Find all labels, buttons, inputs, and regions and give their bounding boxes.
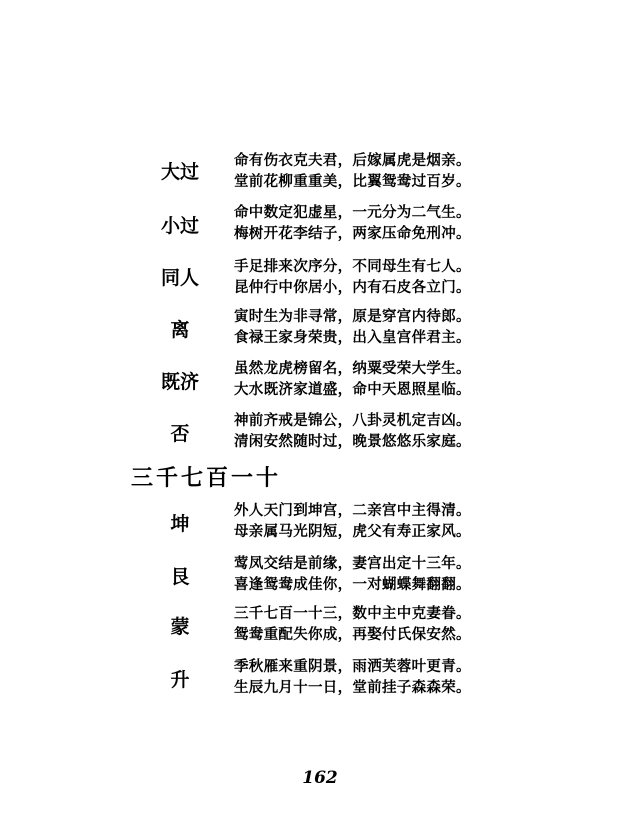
verse-line: 大水既济家道盛，命中天恩照星临。: [234, 381, 471, 398]
entry-kun: [0, 500, 640, 552]
hexagram-name: 大过: [160, 161, 199, 183]
verse-line: 梅树开花李结子，两家压命免刑冲。: [234, 225, 471, 242]
hexagram-name: 小过: [160, 215, 199, 237]
hexagram-name: 艮: [170, 566, 190, 588]
hexagram-name: 坤: [170, 513, 190, 535]
verse-line: 母亲属马光阴短，虎父有寿正家风。: [234, 523, 471, 540]
verse-line: 三千七百一十三，数中主中克妻眷。: [234, 605, 471, 622]
verse: [234, 500, 634, 542]
entry-gen: [0, 553, 640, 605]
entry-jiji: [0, 358, 640, 410]
verse: [234, 358, 634, 400]
entry-daguo: [0, 150, 640, 202]
verse: [234, 202, 634, 244]
verse-line: 喜逢鸳鸯成佳你，一对蝴蝶舞翻翻。: [234, 576, 471, 593]
verse-line: 鸳鸯重配失你成，再娶付氏保安然。: [234, 626, 471, 643]
verse-line: 手足排来次序分，不同母生有七人。: [234, 258, 471, 275]
verse: [234, 656, 634, 698]
verse: [234, 553, 634, 595]
verse-line: 神前齐戒是锦公，八卦灵机定吉凶。: [234, 412, 471, 429]
entry-pi: [0, 410, 640, 462]
verse-line: 虽然龙虎榜留名，纳粟受荣大学生。: [234, 360, 471, 377]
hexagram-name: 否: [170, 423, 190, 445]
verse-line: 命有伤衣克夫君，后嫁属虎是烟亲。: [234, 152, 471, 169]
verse: [234, 603, 634, 645]
verse-line: 外人天门到坤宫，二亲宫中主得清。: [234, 502, 471, 519]
verse: [234, 150, 634, 192]
verse-line: 生辰九月十一日，堂前挂子森森荣。: [234, 679, 471, 696]
verse: [234, 306, 634, 348]
verse-line: 堂前花柳重重美，比翼鸳鸯过百岁。: [234, 173, 471, 190]
verse-line: 食禄王家身荣贵，出入皇宫伴君主。: [234, 329, 471, 346]
entry-meng: [0, 603, 640, 655]
entry-xiaoguo: [0, 202, 640, 254]
verse-line: 寅时生为非寻常，原是穿宫内待郎。: [234, 308, 471, 325]
hexagram-name: 既济: [160, 371, 199, 393]
verse: [234, 410, 634, 452]
verse-line: 命中数定犯虚星，一元分为二气生。: [234, 204, 471, 221]
section-title: 三千七百一十: [131, 465, 282, 491]
verse: [234, 256, 634, 298]
verse-line: 清闲安然随时过，晚景悠悠乐家庭。: [234, 433, 471, 450]
hexagram-name: 升: [170, 669, 190, 691]
hexagram-name: 同人: [160, 267, 199, 289]
hexagram-name: 离: [170, 319, 190, 341]
verse-line: 昆仲行中你居小，内有石皮各立门。: [234, 279, 471, 296]
page-number: 162: [302, 768, 338, 788]
hexagram-name: 蒙: [170, 616, 190, 638]
entry-sheng: [0, 656, 640, 708]
verse-line: 莺凤交结是前缘，妻宫出定十三年。: [234, 555, 471, 572]
verse-line: 季秋雁来重阴景，雨洒芙蓉叶更青。: [234, 658, 471, 675]
entry-tongren: [0, 256, 640, 308]
entry-li: [0, 306, 640, 358]
